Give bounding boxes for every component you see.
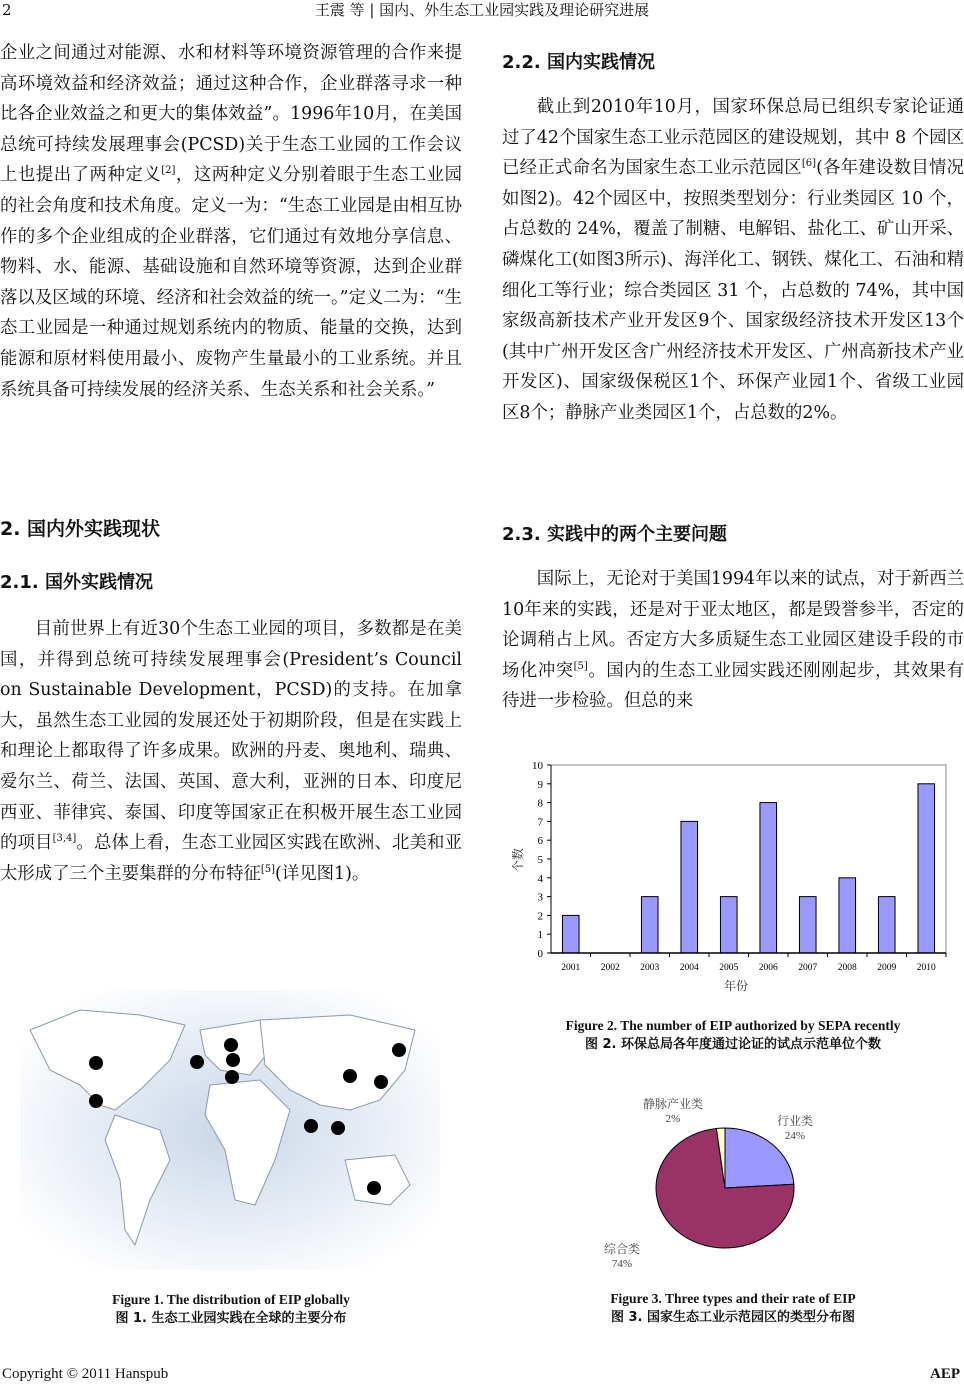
x-tick-label: 2006 bbox=[758, 963, 778, 973]
y-tick-label: 5 bbox=[537, 854, 543, 866]
bar-2005 bbox=[720, 897, 737, 953]
caption-en: Figure 1. The distribution of EIP globally bbox=[112, 1292, 350, 1307]
x-tick-label: 2009 bbox=[877, 963, 897, 973]
text-run: 企业之间通过对能源、水和材料等环境资源管理的合作来提高环境效益和经济效益；通过这种合作，企业群落寻求一种比各企业效益之和更大的集体效益”。1996年10月，在美国总统可持续发展理事会(PCSD)关于生态工业园的工作会议上也提出了两种定义 bbox=[0, 43, 462, 186]
x-tick-label: 2003 bbox=[640, 963, 660, 973]
text-run: 国际上，无论对于美国1994年以来的试点，对于新西兰10年来的实践，还是对于亚太地区，都是毁誉参半，否定的论调稍占上风。否定方大多质疑生态工业园区建设手段的市场化冲突 bbox=[502, 569, 964, 681]
y-tick-label: 7 bbox=[537, 816, 543, 829]
running-title: 王震 等 | 国内、外生态工业园实践及理论研究进展 bbox=[314, 1, 650, 19]
journal-abbrev: AEP bbox=[930, 1366, 960, 1382]
bar-2008 bbox=[839, 878, 856, 953]
bar-2004 bbox=[681, 821, 698, 953]
pie-slice-0 bbox=[725, 1128, 794, 1188]
x-tick-label: 2002 bbox=[600, 963, 620, 973]
citation: [2] bbox=[161, 165, 176, 177]
text-run: 。总体上看，生态工业园区实践在欧洲、北美和亚太形成了三个主要集群的分布特征 bbox=[0, 833, 462, 884]
marker-dot bbox=[392, 1043, 406, 1057]
marker-dot bbox=[367, 1181, 381, 1195]
slice-label: 静脉产业类 bbox=[642, 1097, 704, 1111]
y-tick-label: 10 bbox=[532, 760, 543, 772]
caption-en: Figure 2. The number of EIP authorized by SEPA recently bbox=[565, 1018, 901, 1033]
pie-chart bbox=[600, 1090, 840, 1280]
text-run: (详见图1)。 bbox=[275, 863, 370, 884]
y-tick-label: 2 bbox=[537, 910, 543, 923]
slice-percent: 24% bbox=[784, 1130, 806, 1142]
subsection-heading: 2.3. 实践中的两个主要问题 bbox=[502, 524, 727, 545]
x-tick-label: 2001 bbox=[561, 963, 581, 973]
x-tick-label: 2005 bbox=[719, 963, 739, 973]
x-axis-label: 年份 bbox=[723, 979, 749, 993]
x-tick-label: 2008 bbox=[837, 963, 857, 973]
marker-dot bbox=[89, 1094, 103, 1108]
text-run: 。国内的生态工业园实践还刚刚起步，其效果有待进一步检验。但总的来 bbox=[502, 660, 964, 712]
page-number: 2 bbox=[2, 1, 12, 19]
text-run: ，这两种定义分别着眼于生态工业园的社会角度和技术角度。定义一为：“生态工业园是由相互协作的多个企业组成的企业群落，它们通过有效地分享信息、物料、水、能源、基础设施和自然环境等资源，达到企业群落以及区域的环境、经济和社会效益的统一。”定义二为：“生态工业园是一种通过规划系统内的物质、能量的交换，达到能源和原材料使用最小、废物产生量最小的工业系统。并且系统具备可持续发展的经济关系、生态关系和社会关系。” bbox=[0, 165, 462, 400]
y-tick-label: 4 bbox=[537, 872, 543, 885]
bar-2009 bbox=[878, 897, 895, 953]
section-heading: 2. 国内外实践现状 bbox=[0, 518, 161, 540]
marker-dot bbox=[225, 1070, 239, 1084]
marker-dot bbox=[89, 1056, 103, 1070]
caption-zh: 图 2. 环保总局各年度通过论证的试点示范单位个数 bbox=[584, 1037, 882, 1052]
paragraph bbox=[502, 564, 964, 717]
figure2-caption bbox=[502, 1016, 964, 1054]
bar-2001 bbox=[562, 915, 579, 953]
marker-dot bbox=[374, 1075, 388, 1089]
y-tick-label: 0 bbox=[537, 948, 543, 960]
marker-dot bbox=[224, 1038, 238, 1052]
subsection-heading: 2.1. 国外实践情况 bbox=[0, 572, 153, 593]
y-axis-label: 个数 bbox=[511, 847, 525, 873]
caption-zh: 图 3. 国家生态工业示范园区的类型分布图 bbox=[610, 1310, 856, 1325]
slice-percent: 2% bbox=[665, 1113, 681, 1125]
slice-label: 行业类 bbox=[776, 1114, 814, 1128]
citation: [5] bbox=[260, 863, 276, 875]
paragraph bbox=[0, 614, 462, 889]
bar-2010 bbox=[918, 784, 935, 953]
x-tick-label: 2010 bbox=[916, 963, 936, 973]
citation: [5] bbox=[573, 660, 588, 672]
slice-label: 综合类 bbox=[603, 1242, 641, 1256]
x-tick-label: 2004 bbox=[679, 963, 699, 973]
world-map-figure bbox=[20, 990, 440, 1270]
paragraph bbox=[0, 38, 462, 405]
slice-percent: 74% bbox=[611, 1258, 633, 1270]
bar-2006 bbox=[760, 803, 777, 953]
marker-dot bbox=[343, 1069, 357, 1083]
text-run: 目前世界上有近30个生态工业园的项目，多数都是在美国，并得到总统可持续发展理事会(President’s Council on Sustainable Development，PCSD)的支持。在加拿大，虽然生态工业园的发展还处于初期阶段，但是在实践上和理论上都取得了许多成果。欧洲的丹麦、奥地利、瑞典、爱尔兰、荷兰、法国、英国、意大利，亚洲的日本、印度尼西亚、菲律宾、泰国、印度等国家正在积极开展生态工业园的项目 bbox=[0, 619, 462, 854]
x-tick-label: 2007 bbox=[798, 963, 818, 973]
figure3-caption bbox=[502, 1289, 964, 1327]
y-tick-label: 9 bbox=[537, 778, 543, 791]
paragraph bbox=[502, 92, 964, 429]
bar-chart bbox=[500, 730, 960, 1005]
marker-dot bbox=[226, 1053, 240, 1067]
y-tick-label: 8 bbox=[537, 797, 543, 810]
marker-dot bbox=[331, 1121, 345, 1135]
caption-zh: 图 1. 生态工业园实践在全球的主要分布 bbox=[115, 1311, 347, 1326]
bar-2003 bbox=[641, 897, 658, 953]
caption-en: Figure 3. Three types and their rate of EIP bbox=[610, 1291, 856, 1306]
figure1-caption bbox=[0, 1290, 462, 1328]
citation: [3,4] bbox=[52, 833, 77, 845]
marker-dot bbox=[190, 1055, 204, 1069]
subsection-heading: 2.2. 国内实践情况 bbox=[502, 52, 655, 73]
citation: [6] bbox=[801, 158, 817, 170]
bar-2007 bbox=[799, 897, 816, 953]
copyright: Copyright © 2011 Hanspub bbox=[2, 1366, 169, 1382]
y-tick-label: 6 bbox=[537, 835, 543, 848]
text-run: (各年建设数目情况如图2)。42个园区中，按照类型划分：行业类园区 10 个，占总数的 24%，覆盖了制糖、电解铝、盐化工、矿山开采、磷煤化工(如图3所示)、海洋化工、钢铁、煤化工、石油和精细化工等行业；综合类园区 31 个，占总数的 74%，其中国家级高新技术产业开发区9个、国家级经济技术开发区13个(其中广州开发区含广州经济技术开发区、广州高新技术产业开发区)、国家级保税区1个、环保产业园1个、省级工业园区8个；静脉产业类园区1个，占总数的2%。 bbox=[502, 158, 964, 423]
marker-dot bbox=[304, 1119, 318, 1133]
y-tick-label: 1 bbox=[537, 929, 543, 942]
y-tick-label: 3 bbox=[537, 891, 543, 904]
text-run: 截止到2010年10月，国家环保总局已组织专家论证通过了42个国家生态工业示范园区的建设规划，其中 8 个园区已经正式命名为国家生态工业示范园区 bbox=[502, 97, 964, 179]
